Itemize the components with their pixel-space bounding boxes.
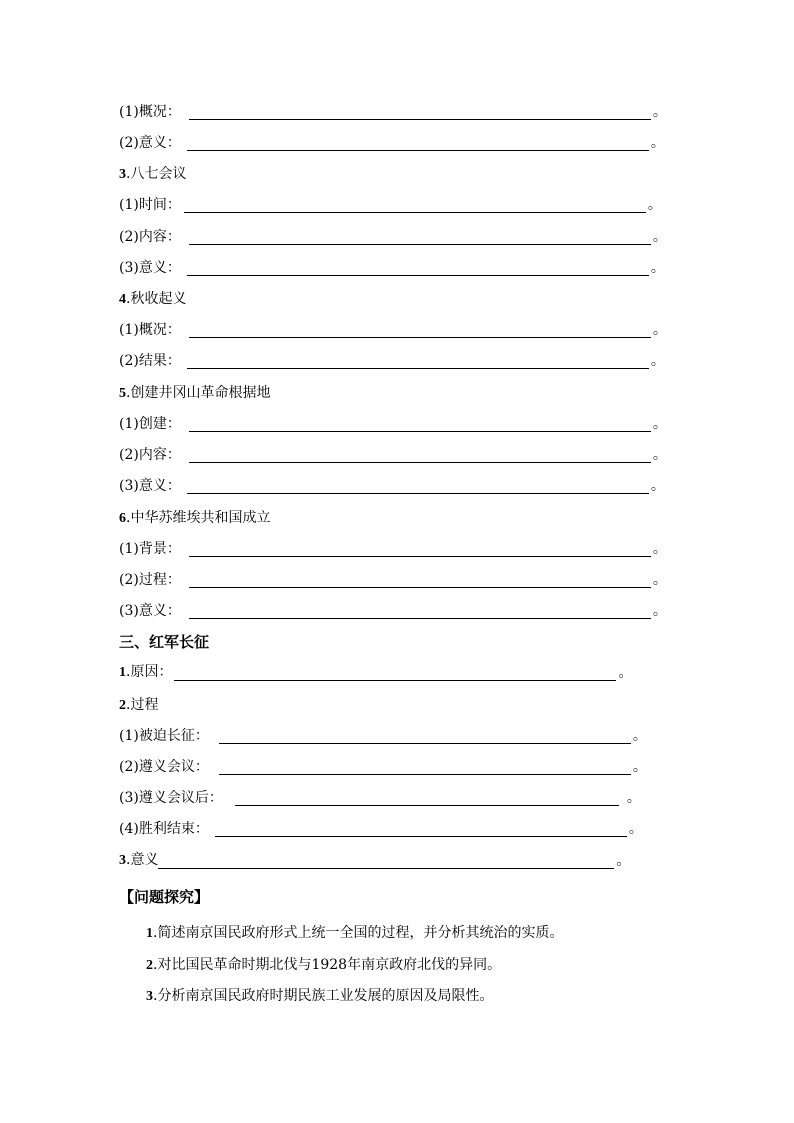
question-1: 1.简述南京国民政府形式上统一全国的过程，并分析其统治的实质。: [146, 925, 564, 941]
item-heading-3: 3.八七会议: [119, 166, 187, 182]
fill-line: (1)时间： 。: [119, 197, 662, 213]
answer-blank[interactable]: [189, 321, 651, 338]
answer-blank[interactable]: [215, 820, 627, 837]
fill-line: (4)胜利结束： 。: [119, 821, 643, 837]
fill-line: (2)遵义会议： 。: [119, 759, 647, 775]
inquiry-heading: 【问题探究】: [119, 888, 210, 906]
row-label: (1)概况：: [119, 104, 181, 120]
fill-line: (1)背景： 。: [119, 541, 667, 557]
answer-blank[interactable]: [187, 259, 649, 276]
fill-line: (3)遵义会议后： 。: [119, 790, 641, 806]
answer-blank[interactable]: [189, 540, 651, 557]
fill-line: (3)意义： 。: [119, 260, 665, 276]
item-heading-5: 5.创建井冈山革命根据地: [119, 385, 271, 401]
fill-line-significance: (2)意义： 。: [119, 135, 665, 151]
answer-blank[interactable]: [189, 571, 651, 588]
answer-blank[interactable]: [174, 664, 616, 681]
answer-blank[interactable]: [189, 446, 651, 463]
answer-blank[interactable]: [187, 352, 649, 369]
answer-blank[interactable]: [187, 477, 649, 494]
answer-blank[interactable]: [187, 134, 649, 151]
fill-line: (3)意义： 。: [119, 478, 665, 494]
fill-line: (1)创建： 。: [119, 416, 667, 432]
fill-line-overview: (1)概况： 。: [119, 101, 667, 123]
fill-line: (1)被迫长征： 。: [119, 728, 647, 744]
item-heading-4: 4.秋收起义: [119, 291, 187, 307]
section-heading-long-march: 三、红军长征: [119, 633, 210, 651]
question-3: 3.分析南京国民政府时期民族工业发展的原因及局限性。: [146, 988, 494, 1004]
answer-blank[interactable]: [189, 415, 651, 432]
fill-line-meaning: 3.意义 。: [119, 852, 631, 869]
item-heading-process: 2.过程: [119, 697, 159, 713]
answer-blank[interactable]: [189, 103, 651, 120]
answer-blank[interactable]: [219, 727, 631, 744]
answer-blank[interactable]: [235, 789, 619, 806]
answer-blank[interactable]: [189, 228, 651, 245]
answer-blank[interactable]: [219, 758, 631, 775]
question-2: 2.对比国民革命时期北伐与1928年南京政府北伐的异同。: [146, 957, 502, 973]
item-heading-6: 6.中华苏维埃共和国成立: [119, 510, 271, 526]
answer-blank[interactable]: [158, 852, 614, 869]
answer-blank[interactable]: [189, 602, 651, 619]
fill-line: (2)内容： 。: [119, 229, 667, 245]
answer-blank[interactable]: [184, 196, 646, 213]
fill-line: (2)结果： 。: [119, 353, 665, 369]
fill-line: (1)概况： 。: [119, 322, 667, 338]
fill-line: (3)意义： 。: [119, 603, 667, 619]
fill-line: (2)过程： 。: [119, 572, 667, 588]
fill-line: (2)内容： 。: [119, 447, 667, 463]
fill-line-cause: 1.原因： 。: [119, 664, 633, 681]
